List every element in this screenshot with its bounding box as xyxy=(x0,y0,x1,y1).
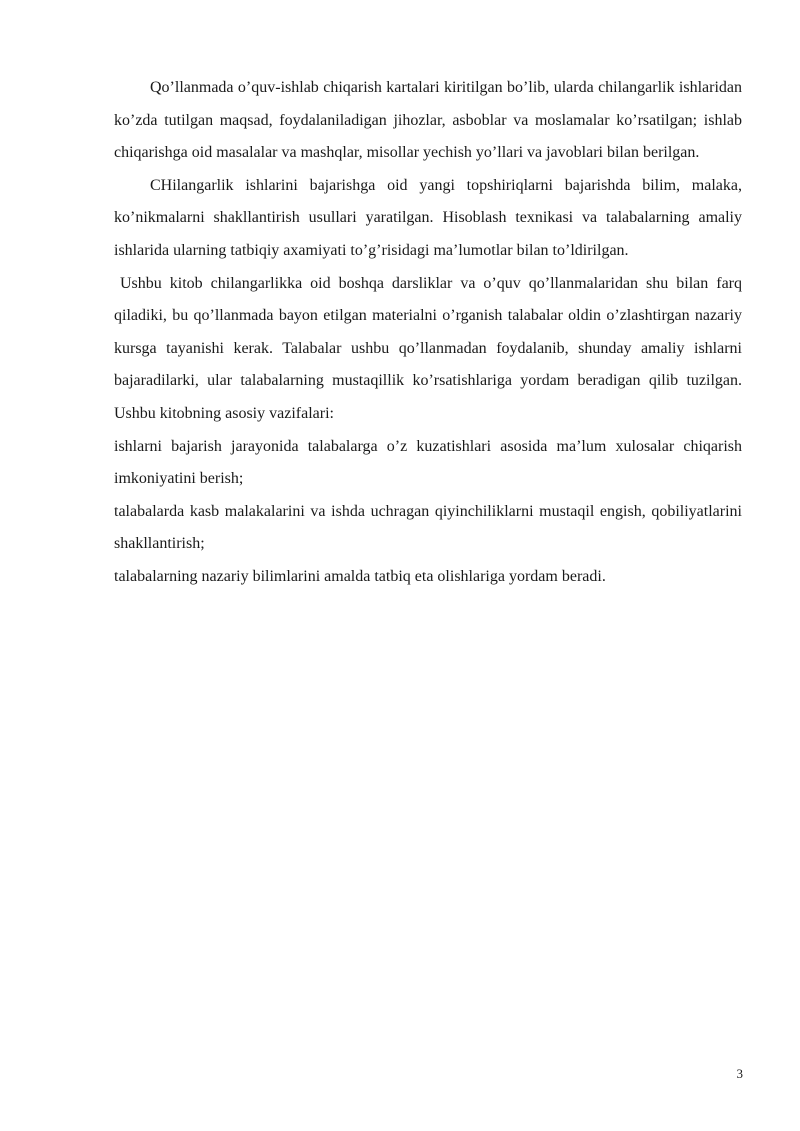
paragraph-methods: CHilangarlik ishlarini bajarishga oid yangi topshiriqlarni bajarishda bilim, malaka, ko’nikmalarni shakllantirish usullari yaratilgan. Hisoblash texnikasi va talabalarning amaliy ishlarida ularning tatbiqiy axamiyati to’g’risidagi ma’lumotlar bilan to’ldirilgan. xyxy=(114,176,742,259)
document-body xyxy=(114,72,742,594)
list-item-task-1: ishlarni bajarish jarayonida talabalarga o’z kuzatishlari asosida ma’lum xulosalar chiqarish imkoniyatini berish; xyxy=(114,437,742,488)
page-number: 3 xyxy=(736,1066,743,1081)
paragraph-purpose: Ushbu kitob chilangarlikka oid boshqa darsliklar va o’quv qo’llanmalaridan shu bilan farq qiladiki, bu qo’llanmada bayon etilgan materialni o’rganish talabalar oldin o’zlashtirgan nazariy kursga tayanishi kerak. Talabalar ushbu qo’llanmadan foydalanib, shunday amaliy ishlarni bajaradilarki, ular talabalarning mustaqillik ko’rsatishlariga yordam beradigan qilib tuzilgan. Ushbu kitobning asosiy vazifalari: xyxy=(114,274,742,422)
paragraph-intro: Qo’llanmada o’quv-ishlab chiqarish kartalari kiritilgan bo’lib, ularda chilangarlik ishlaridan ko’zda tutilgan maqsad, foydalaniladigan jihozlar, asboblar va moslamalar ko’rsatilgan; ishlab chiqarishga oid masalalar va mashqlar, misollar yechish yo’llari va javoblari bilan berilgan. xyxy=(114,79,742,162)
list-item-task-2: talabalarda kasb malakalarini va ishda uchragan qiyinchiliklarni mustaqil engish, qobiliyatlarini shakllantirish; xyxy=(114,502,742,553)
list-item-task-3: talabalarning nazariy bilimlarini amalda tatbiq eta olishlariga yordam beradi. xyxy=(114,567,606,585)
